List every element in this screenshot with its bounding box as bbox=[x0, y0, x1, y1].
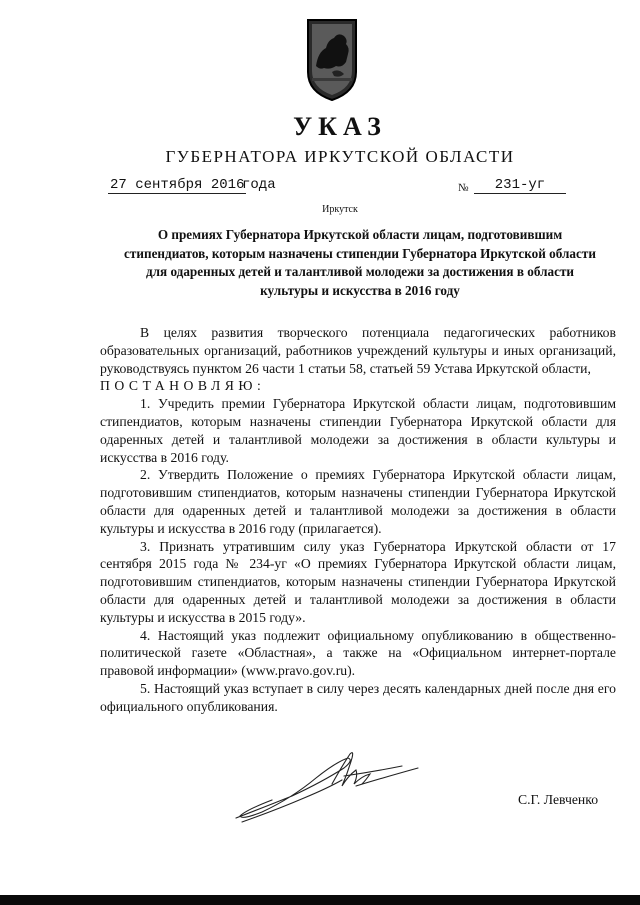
decree-item-3: 3. Признать утратившим силу указ Губернатора Иркутской области от 17 сентября 2015 года № 234-уг «О премиях Губернатора Иркутской области лицам, подготовившим стипендиатов, которым назначены стипендии Губернатора Иркутской области для одаренных детей и талантливой молодежи за достижения в области культуры и искусства в 2015 году». bbox=[100, 538, 616, 625]
decree-item-5: 5. Настоящий указ вступает в силу через десять календарных дней после дня его официального опубликования. bbox=[100, 680, 616, 714]
decree-item-1: 1. Учредить премии Губернатора Иркутской области лицам, подготовившим стипендиатов, которым назначены стипендии Губернатора Иркутской области для одаренных детей и талантливой молодежи за достижения в области культуры и искусства в 2016 году. bbox=[100, 396, 616, 465]
document-title: УКАЗ bbox=[293, 112, 387, 141]
decree-date-suffix: года bbox=[242, 177, 276, 193]
decree-heading: О премиях Губернатора Иркутской области лицам, подготовившим стипендиатов, которым назначены стипендии Губернатора Иркутской области для одаренных детей и талантливой молодежи за достижения в области культуры и искусства в 2016 году bbox=[124, 227, 596, 298]
preamble-paragraph: В целях развития творческого потенциала педагогических работников образовательных организаций, работников учреждений культуры и иных организаций, руководствуясь пунктом 26 части 1 статьи 58, статьей 59 Устава Иркутской области, bbox=[100, 325, 616, 376]
number-sign: № bbox=[458, 182, 469, 194]
document-subtitle: ГУБЕРНАТОРА ИРКУТСКОЙ ОБЛАСТИ bbox=[165, 147, 515, 166]
decree-item-2: 2. Утвердить Положение о премиях Губернатора Иркутской области лицам, подготовившим стипендиатов, которым назначены стипендии Губернатора Иркутской области для одаренных детей и талантливой молодежи за достижения в области культуры и искусства в 2016 году (прилагается). bbox=[100, 467, 616, 536]
resolve-heading: ПОСТАНОВЛЯЮ: bbox=[100, 378, 266, 394]
signature-image bbox=[232, 746, 422, 826]
decree-city: Иркутск bbox=[322, 204, 358, 215]
coat-of-arms-icon bbox=[302, 14, 362, 104]
decree-body bbox=[100, 324, 616, 716]
decree-date: 27 сентября 2016 bbox=[110, 177, 245, 193]
decree-number: 231-уг bbox=[474, 177, 566, 194]
decree-item-4: 4. Настоящий указ подлежит официальному опубликованию в общественно-политической газете «Областная», а также на «Официальном интернет-портале правовой информации» (www.pravo.gov.ru). bbox=[100, 627, 616, 679]
scan-edge-bar bbox=[0, 895, 640, 905]
signer-name: С.Г. Левченко bbox=[518, 792, 599, 807]
